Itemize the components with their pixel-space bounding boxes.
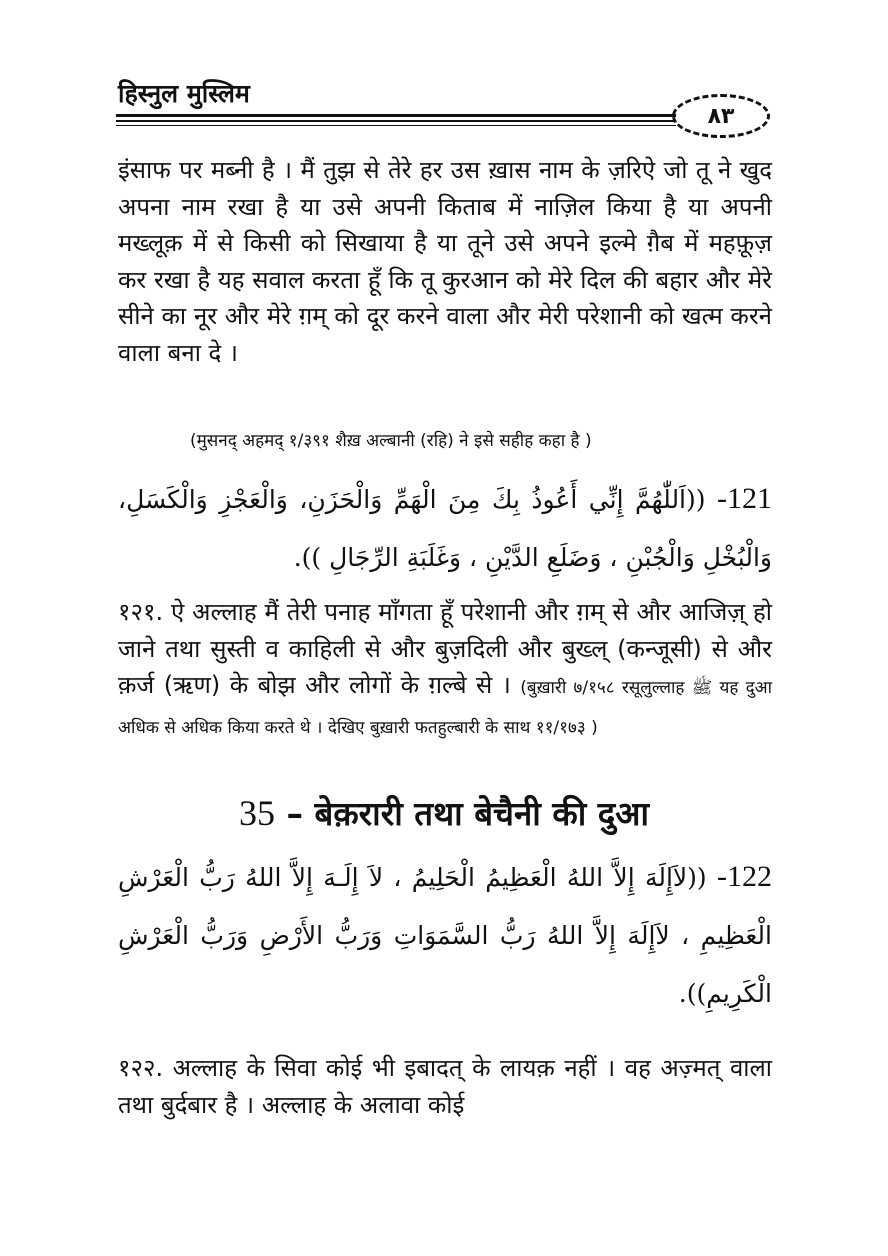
- header-rule: [116, 125, 676, 126]
- section-number: 35: [239, 793, 275, 833]
- header-rule: [116, 114, 676, 117]
- running-header-title: हिस्नुल मुस्लिम: [118, 79, 250, 108]
- arabic-text: ((اَللّٰهُمَّ إِنِّي أَعُوذُ بِكَ مِنَ الْهَمِّ وَالْحَزَنِ، وَالْعَجْزِ وَالْكَسَلِ، وَالْبُخْلِ وَالْجُبْنِ ، وَضَلَعِ الدَّيْنِ ، وَغَلَبَةِ الرِّجَالِ )).: [118, 485, 772, 572]
- header-rule: [116, 120, 676, 122]
- dua-number: 121-: [717, 482, 772, 515]
- page-number-badge: [672, 94, 770, 138]
- reference-citation: (बुख़ारी ७/१५८ रसूलुल्लाह ﷺ यह दुआ अधिक से अधिक किया करते थे । देखिए बुख़ारी फतहुल्बारी के साथ ११/१७३ ): [118, 678, 772, 738]
- section-heading: [0, 790, 888, 835]
- arabic-dua-121: [118, 470, 772, 587]
- arabic-dua-122: [118, 848, 772, 1023]
- dua-number: 122-: [717, 860, 772, 893]
- translation-text: १२१. ऐ अल्लाह मैं तेरी पनाह माँगता हूँ परेशानी और ग़म् से और आजिज़् हो जाने तथा सुस्ती व काहिली से और बुज़दिली और बुख्ल् (कन्जूसी) से और क़र्ज (ऋण) के बोझ और लोगों के ग़ल्बे से ।: [118, 598, 772, 699]
- translation-122: १२२. अल्लाह के सिवा कोई भी इबादत् के लायक़ नहीं । वह अज़्मत् वाला तथा बुर्दबार है । अल्लाह के अलावा कोई: [118, 1054, 772, 1119]
- reference-citation: (मुसनद् अहमद् १/३९१ शैख़ अल्बानी (रहि) ने इसे सहीह कहा है ): [190, 431, 592, 451]
- section-title: बेक़रारी तथा बेचैनी की दुआ: [314, 794, 649, 833]
- paragraph-continued: इंसाफ पर मब्नी है । मैं तुझ से तेरे हर उस ख़ास नाम के ज़रिऐ जो तू ने खुद अपना नाम रखा है या उसे अपनी किताब में नाज़िल किया है या अपनी मख्लूक़ में से किसी को सिखाया है या तूने उसे अपने इल्मे ग़ैब में महफ़ूज़ कर रखा है यह सवाल करता हूँ कि तू कुरआन को मेरे दिल की बहार और मेरे सीने का नूर और मेरे ग़म् को दूर करने वाला और मेरी परेशानी को खत्म करने वाला बना दे ।: [118, 156, 772, 367]
- section-dash: –: [286, 794, 303, 833]
- page-number: ٨٣: [707, 103, 735, 129]
- arabic-text: ((لاَإِلَهَ إِلاَّ اللهُ الْعَظِيمُ الْحَلِيمُ ، لاَ إِلَـهَ إِلاَّ اللهُ رَبُّ الْعَرْشِ الْعَظِيمِ ، لاَإِلَهَ إِلاَّ اللهُ رَبُّ السَّمَوَاتِ وَرَبُّ الأَرْضِ وَرَبُّ الْعَرْشِ الْكَرِيمِ)).: [118, 863, 772, 1008]
- translation-121: [118, 594, 772, 746]
